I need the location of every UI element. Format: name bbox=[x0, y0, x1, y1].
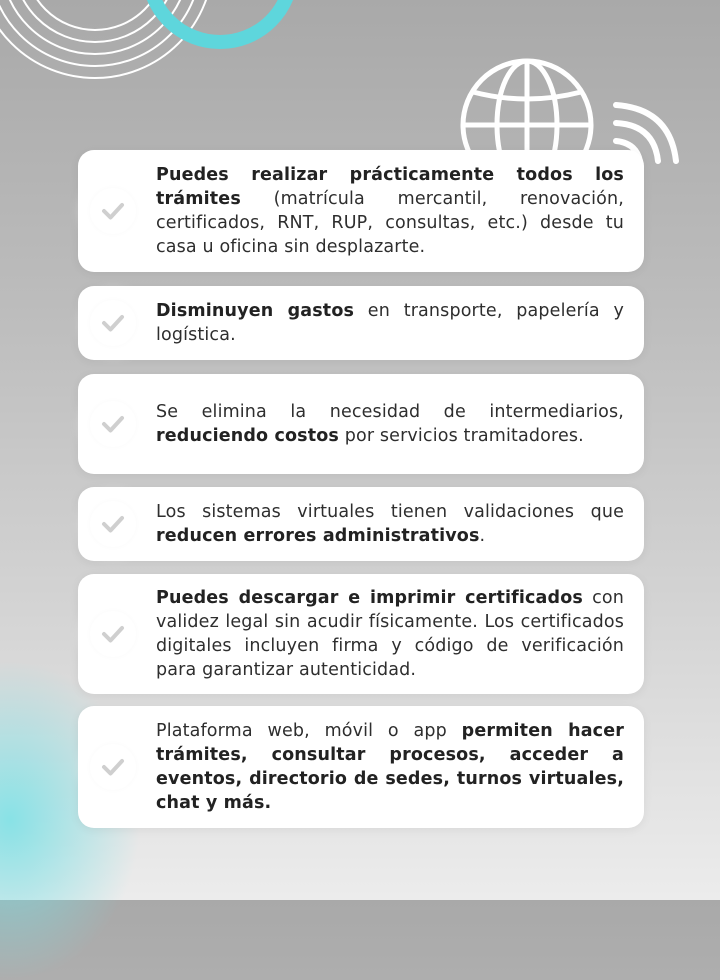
benefit-text: Disminuyen gastos en transporte, papelería y logística. bbox=[156, 301, 624, 345]
benefit-card bbox=[78, 150, 644, 272]
check-icon bbox=[90, 300, 136, 346]
concentric-arcs-decoration bbox=[0, 0, 300, 80]
benefit-text: Plataforma web, móvil o app permiten hacer trámites, consultar procesos, acceder a eventos, directorio de sedes, turnos virtuales, chat y más. bbox=[156, 721, 624, 813]
benefit-card bbox=[78, 286, 644, 360]
benefit-card bbox=[78, 574, 644, 694]
benefit-card bbox=[78, 706, 644, 828]
check-icon bbox=[90, 611, 136, 657]
check-icon bbox=[90, 188, 136, 234]
globe-icon bbox=[455, 50, 605, 150]
benefit-text: Se elimina la necesidad de intermediarios, reduciendo costos por servicios tramitadores. bbox=[156, 402, 624, 446]
benefit-card bbox=[78, 374, 644, 474]
benefit-text: Puedes descargar e imprimir certificados con validez legal sin acudir físicamente. Los certificados digitales incluyen firma y código de verificación para garantizar autenticidad. bbox=[156, 588, 624, 680]
benefit-text: Puedes realizar prácticamente todos los trámites (matrícula mercantil, renovación, certificados, RNT, RUP, consultas, etc.) desde tu casa u oficina sin desplazarte. bbox=[156, 165, 624, 257]
check-icon bbox=[90, 401, 136, 447]
benefit-card bbox=[78, 487, 644, 561]
check-icon bbox=[90, 501, 136, 547]
benefit-text: Los sistemas virtuales tienen validaciones que reducen errores administrativos. bbox=[156, 502, 624, 546]
check-icon bbox=[90, 744, 136, 790]
